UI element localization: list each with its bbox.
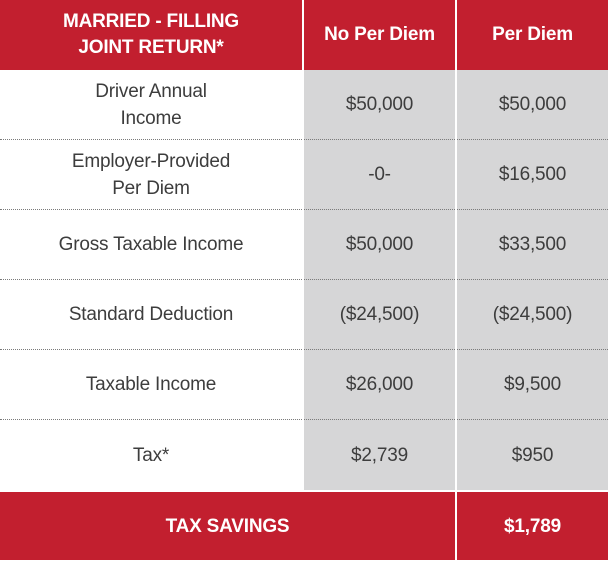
cell-per-diem: $950 (457, 420, 608, 490)
row-label: Tax* (0, 420, 302, 490)
cell-no-per-diem: $50,000 (304, 210, 455, 280)
header-per-diem: Per Diem (457, 0, 608, 70)
row-label: Gross Taxable Income (0, 210, 302, 280)
cell-per-diem: ($24,500) (457, 280, 608, 350)
cell-no-per-diem: $2,739 (304, 420, 455, 490)
row-label-text: Employer-Provided Per Diem (71, 150, 231, 199)
row-label (0, 70, 302, 140)
header-label-text: MARRIED - FILLING JOINT RETURN* (62, 11, 240, 58)
tax-savings-label: TAX SAVINGS (0, 492, 455, 560)
header-no-per-diem: No Per Diem (304, 0, 455, 70)
row-label-text: Driver Annual Income (95, 80, 207, 129)
row-label: Taxable Income (0, 350, 302, 420)
tax-savings-value: $1,789 (457, 492, 608, 560)
cell-per-diem: $16,500 (457, 140, 608, 210)
cell-per-diem: $33,500 (457, 210, 608, 280)
cell-no-per-diem: $26,000 (304, 350, 455, 420)
cell-no-per-diem: -0- (304, 140, 455, 210)
row-label: Standard Deduction (0, 280, 302, 350)
header-label (0, 0, 302, 70)
cell-no-per-diem: ($24,500) (304, 280, 455, 350)
cell-per-diem: $9,500 (457, 350, 608, 420)
cell-no-per-diem: $50,000 (304, 70, 455, 140)
row-label (0, 140, 302, 210)
cell-per-diem: $50,000 (457, 70, 608, 140)
